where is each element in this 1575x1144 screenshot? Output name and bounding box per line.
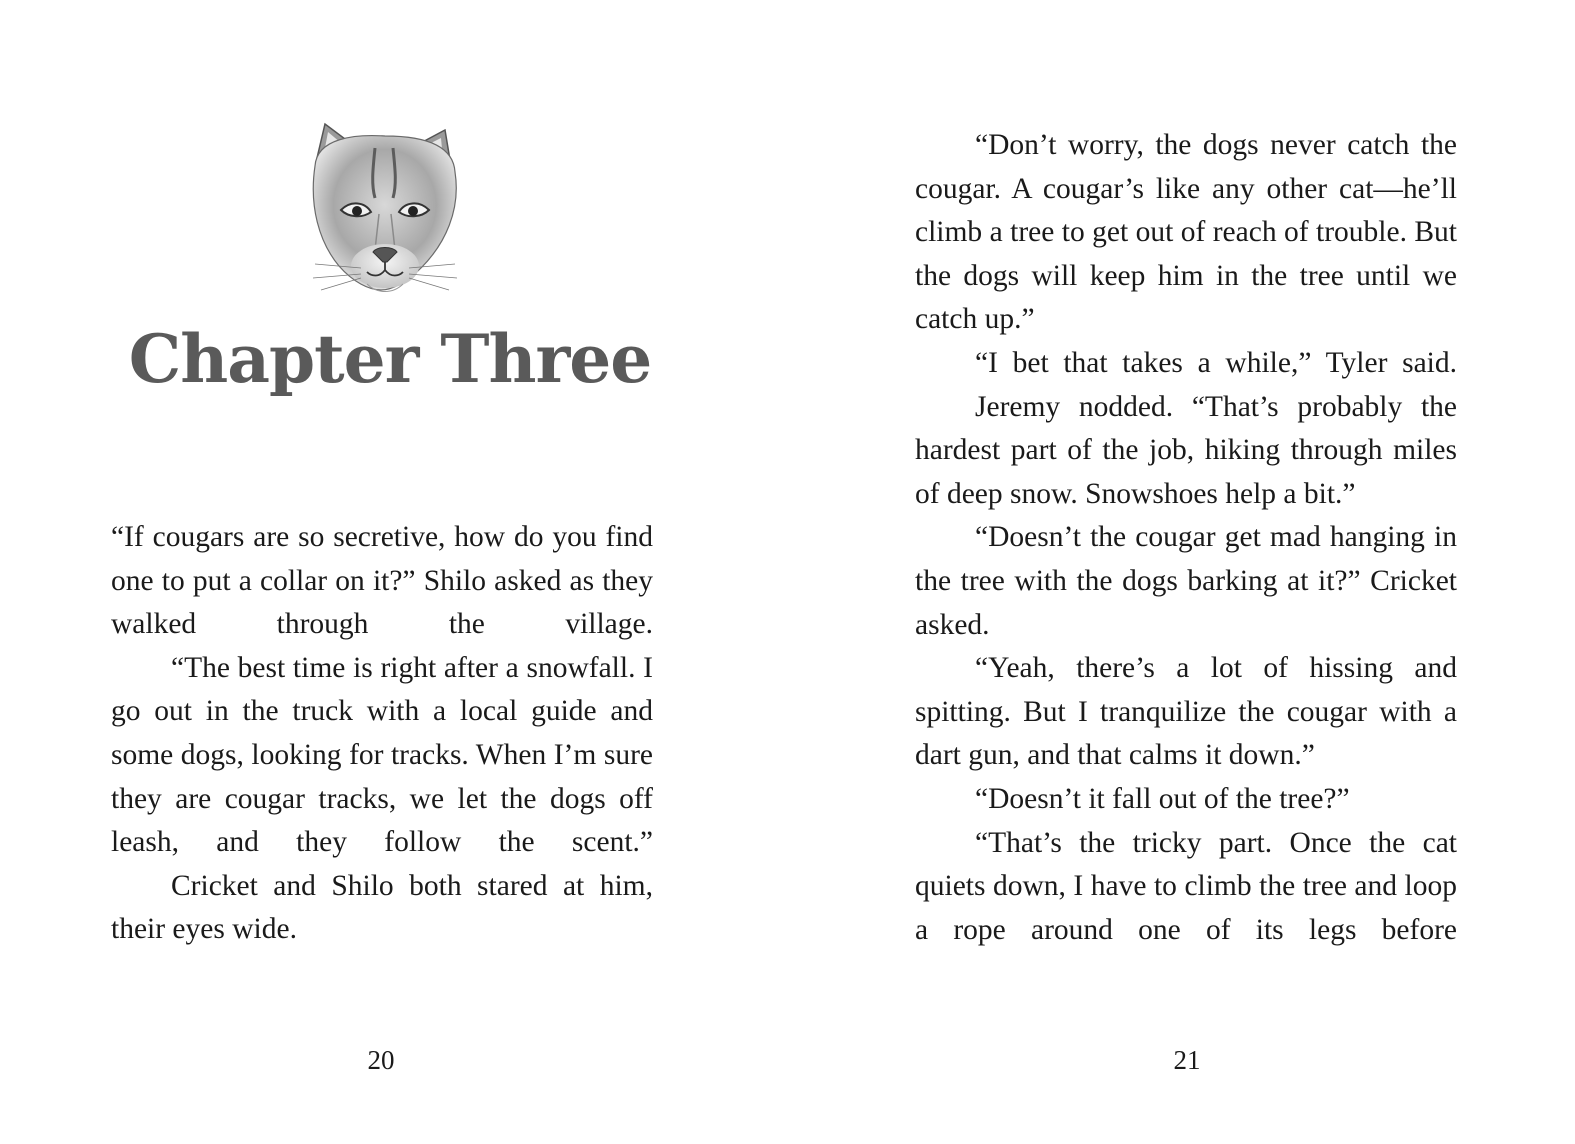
left-page (0, 0, 787, 1144)
paragraph: “Doesn’t the cougar get mad hanging in the tree with the dogs barking at it?” Cricket asked. (915, 521, 1457, 641)
right-page (787, 0, 1575, 1144)
paragraph: “Doesn’t it fall out of the tree?” (975, 782, 1350, 815)
chapter-title: Chapter Three (128, 320, 652, 398)
paragraph: “I bet that takes a while,” Tyler said. (975, 346, 1457, 379)
left-body-text (111, 516, 653, 952)
page-number: 21 (1173, 1045, 1201, 1075)
cougar-head-icon (295, 118, 475, 308)
paragraph: “If cougars are so secretive, how do you find one to put a collar on it?” Shilo asked as they walked through the village. (111, 521, 653, 641)
paragraph: Jeremy nodded. “That’s probably the hardest part of the job, hiking through miles of deep snow. Snowshoes help a bit.” (915, 390, 1457, 510)
page-number: 20 (367, 1045, 395, 1075)
paragraph: Cricket and Shilo both stared at him, their eyes wide. (111, 869, 653, 946)
paragraph: “That’s the tricky part. Once the cat quiets down, I have to climb the tree and loop a rope around one of its legs before (915, 826, 1457, 946)
paragraph: “The best time is right after a snowfall. I go out in the truck with a local guide and some dogs, looking for tracks. When I’m sure they are cougar tracks, we let the dogs off leash, and they follow the scent.” (111, 651, 653, 859)
right-body-text (915, 124, 1457, 952)
paragraph: “Yeah, there’s a lot of hissing and spitting. But I tranquilize the cougar with a dart gun, and that calms it down.” (915, 652, 1457, 772)
paragraph: “Don’t worry, the dogs never catch the cougar. A cougar’s like any other cat—he’ll climb a tree to get out of reach of trouble. But the dogs will keep him in the tree until we catch up.” (915, 129, 1457, 336)
